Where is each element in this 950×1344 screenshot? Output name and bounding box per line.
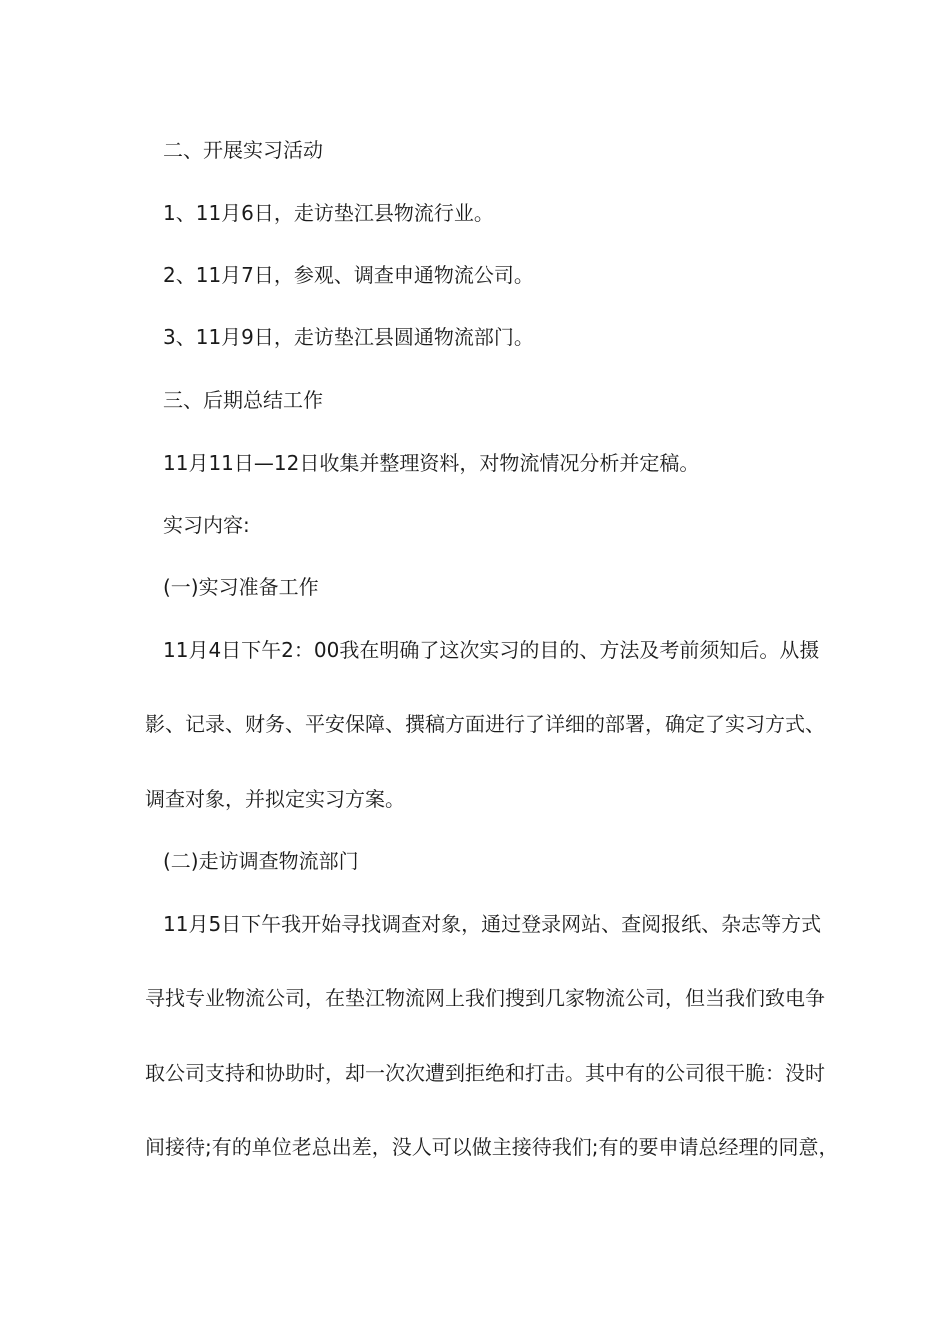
preparation-paragraph-line-2: 影、记录、财务、平安保障、撰稿方面进行了详细的部署，确定了实习方式、 bbox=[145, 712, 825, 736]
activity-item-1: 1、11月6日，走访垫江县物流行业。 bbox=[163, 201, 494, 225]
visits-paragraph-line-3: 取公司支持和协助时，却一次次遭到拒绝和打击。其中有的公司很干脆：没时 bbox=[145, 1061, 825, 1085]
section-heading-summary: 三、后期总结工作 bbox=[163, 388, 323, 412]
visits-paragraph-line-4: 间接待;有的单位老总出差，没人可以做主接待我们;有的要申请总经理的同意， bbox=[145, 1135, 839, 1159]
preparation-paragraph-line-1: 11月4日下午2：00我在明确了这次实习的目的、方法及考前须知后。从摄 bbox=[163, 638, 820, 662]
preparation-paragraph-line-3: 调查对象，并拟定实习方案。 bbox=[145, 787, 405, 811]
summary-paragraph: 11月11日—12日收集并整理资料，对物流情况分析并定稿。 bbox=[163, 451, 700, 475]
activity-item-3: 3、11月9日，走访垫江县圆通物流部门。 bbox=[163, 325, 534, 349]
subsection-heading-preparation: (一)实习准备工作 bbox=[163, 575, 319, 599]
section-heading-activities: 二、开展实习活动 bbox=[163, 138, 323, 162]
visits-paragraph-line-2: 寻找专业物流公司，在垫江物流网上我们搜到几家物流公司，但当我们致电争 bbox=[145, 986, 825, 1010]
activity-item-2: 2、11月7日，参观、调查申通物流公司。 bbox=[163, 263, 534, 287]
content-heading: 实习内容: bbox=[163, 513, 250, 537]
subsection-heading-visits: (二)走访调查物流部门 bbox=[163, 849, 359, 873]
visits-paragraph-line-1: 11月5日下午我开始寻找调查对象，通过登录网站、查阅报纸、杂志等方式 bbox=[163, 912, 822, 936]
